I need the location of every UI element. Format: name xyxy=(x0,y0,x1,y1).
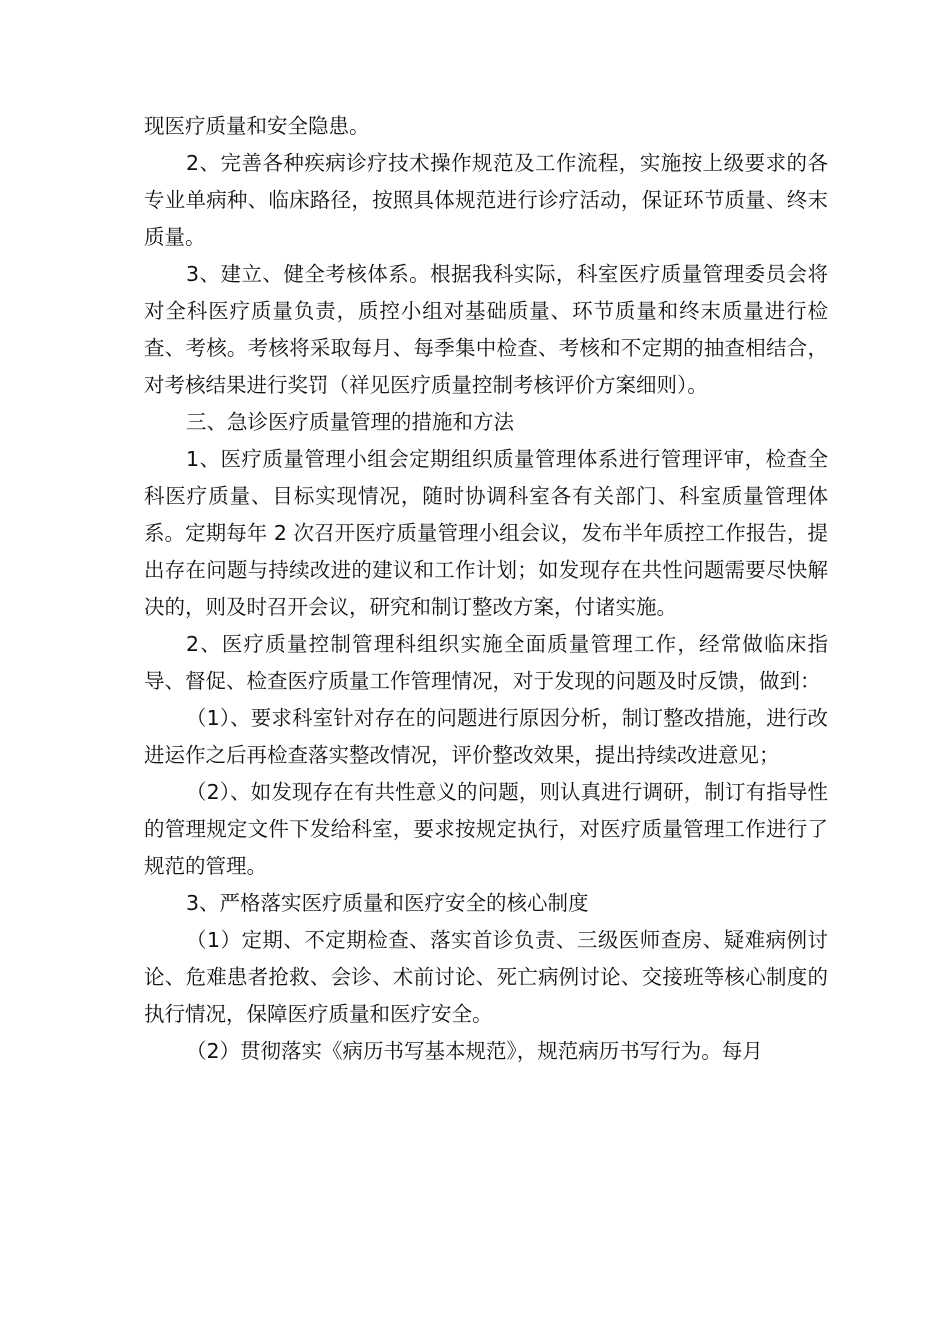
paragraph: 3、严格落实医疗质量和医疗安全的核心制度 xyxy=(186,891,589,915)
section-heading: 三、急诊医疗质量管理的措施和方法 xyxy=(186,410,514,434)
paragraph: （1）、要求科室针对存在的问题进行原因分析，制订整改措施，进行改进运作之后再检查落实整改情况，评价整改效果，提出持续改进意见； xyxy=(144,706,828,767)
paragraph: 2、医疗质量控制管理科组织实施全面质量管理工作，经常做临床指导、督促、检查医疗质量工作管理情况，对于发现的问题及时反馈，做到： xyxy=(144,632,828,693)
paragraph: （2）、如发现存在有共性意义的问题，则认真进行调研，制订有指导性的管理规定文件下发给科室，要求按规定执行，对医疗质量管理工作进行了规范的管理。 xyxy=(144,780,828,878)
paragraph: 现医疗质量和安全隐患。 xyxy=(144,114,370,138)
paragraph: （2）贯彻落实《病历书写基本规范》，规范病历书写行为。每月 xyxy=(186,1039,763,1063)
paragraph: 1、医疗质量管理小组会定期组织质量管理体系进行管理评审，检查全科医疗质量、目标实现情况，随时协调科室各有关部门、科室质量管理体系。定期每年 2 次召开医疗质量管理小组会议，发布半年质控工作报告，提出存在问题与持续改进的建议和工作计划；如发现存在共性问题需要尽快解决的，则及时召开会议，研究和制订整改方案，付诸实施。 xyxy=(144,447,828,619)
paragraph: （1）定期、不定期检查、落实首诊负责、三级医师查房、疑难病例讨论、危难患者抢救、会诊、术前讨论、死亡病例讨论、交接班等核心制度的执行情况，保障医疗质量和医疗安全。 xyxy=(144,928,828,1026)
paragraph: 3、建立、健全考核体系。根据我科实际，科室医疗质量管理委员会将对全科医疗质量负责，质控小组对基础质量、环节质量和终末质量进行检查、考核。考核将采取每月、每季集中检查、考核和不定期的抽查相结合，对考核结果进行奖罚（祥见医疗质量控制考核评价方案细则）。 xyxy=(144,262,828,397)
paragraph: 2、完善各种疾病诊疗技术操作规范及工作流程，实施按上级要求的各专业单病种、临床路径，按照具体规范进行诊疗活动，保证环节质量、终末质量。 xyxy=(144,151,828,249)
document-body xyxy=(144,108,828,1070)
